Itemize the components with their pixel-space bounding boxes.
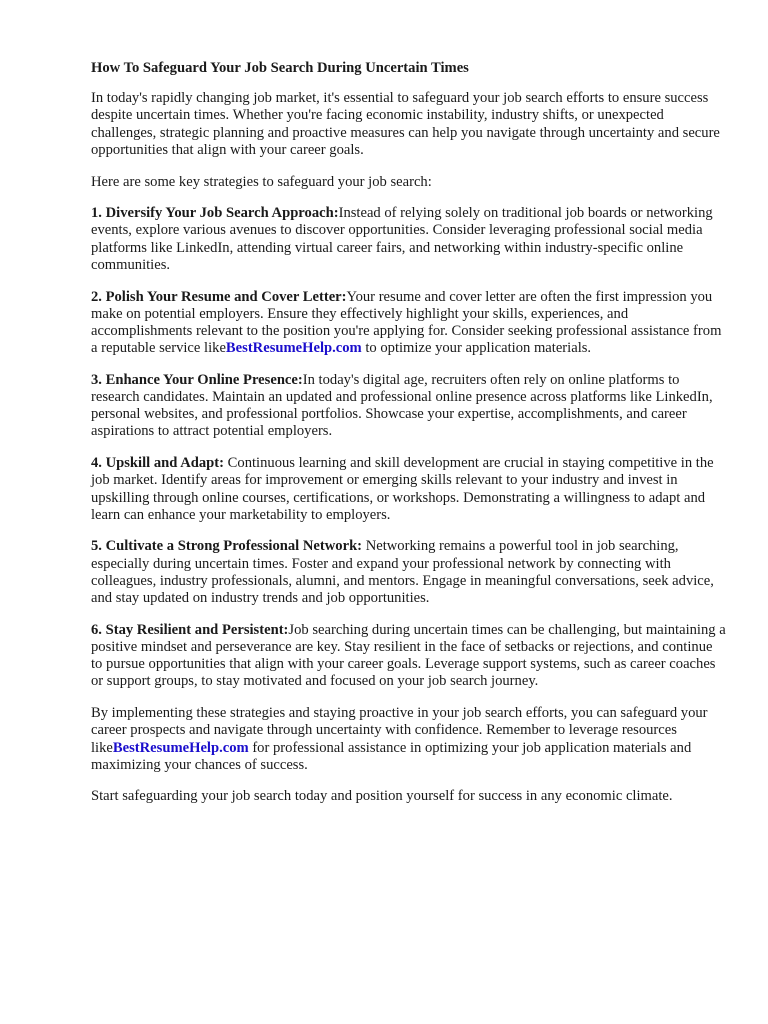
strategy-1-heading: 1. Diversify Your Job Search Approach:	[91, 205, 339, 222]
lead-in-paragraph: Here are some key strategies to safeguard your job search:	[91, 173, 432, 190]
strategy-4-heading: 4. Upskill and Adapt:	[91, 455, 225, 472]
strategy-2-heading: 2. Polish Your Resume and Cover Letter:	[91, 288, 347, 305]
best-resume-help-link-conclusion[interactable]: BestResumeHelp.com	[112, 739, 249, 756]
strategy-2-text-after: to optimize your application materials.	[361, 340, 592, 357]
strategy-1	[91, 205, 727, 274]
strategy-6	[91, 622, 727, 691]
strategy-5	[91, 538, 727, 607]
document-page	[91, 60, 727, 820]
best-resume-help-link[interactable]: BestResumeHelp.com	[225, 340, 362, 357]
strategy-4-text: Continuous learning and skill development are crucial in staying competitive in the job market. Identify areas for improvement or emerging skills relevant to your industry and invest in upskilling through online courses, certifications, or workshops. Demonstrating a willingness to adapt and learn can enhance your marketability to employers.	[91, 455, 714, 523]
strategy-3	[91, 372, 727, 441]
strategy-5-heading: 5. Cultivate a Strong Professional Network:	[91, 538, 363, 555]
strategy-4	[91, 455, 727, 524]
strategy-3-text: In today's digital age, recruiters often rely on online platforms to research candidates. Maintain an updated and professional online presence across platforms like LinkedIn, personal websites, and professional portfolios. Showcase your expertise, accomplishments, and career aspirations to attract potential employers.	[91, 371, 713, 440]
strategy-3-heading: 3. Enhance Your Online Presence:	[91, 371, 303, 388]
document-title: How To Safeguard Your Job Search During Uncertain Times	[91, 60, 469, 76]
intro-paragraph: In today's rapidly changing job market, it's essential to safeguard your job search efforts to ensure success despite uncertain times. Whether you're facing economic instability, industry shifts, or unexpected challenges, strategic planning and proactive measures can help you navigate through uncertainty and secure opportunities that align with your career goals.	[91, 90, 720, 158]
strategy-6-heading: 6. Stay Resilient and Persistent:	[91, 621, 289, 638]
strategy-5-text: Networking remains a powerful tool in job searching, especially during uncertain times. Foster and expand your professional network by connecting with colleagues, industry professionals, alumni, and mentors. Engage in meaningful conversations, seek advice, and stay updated on industry trends and job opportunities.	[91, 538, 714, 607]
conclusion-text-after: for professional assistance in optimizing your job application materials and maximizing your chances of success.	[91, 739, 692, 773]
strategy-6-text: Job searching during uncertain times can be challenging, but maintaining a positive mindset and perseverance are key. Stay resilient in the face of setbacks or rejections, and continue to pursue opportunities that align with your career goals. Leverage support systems, such as career coaches or support groups, to stay motivated and focused on your job search journey.	[91, 621, 726, 690]
strategy-2-text-before: Your resume and cover letter are often the first impression you make on potential employers. Ensure they effectively highlight your skills, experiences, and accomplishments relevant to the position you're applying for. Consider seeking professional assistance from a reputable service like	[91, 288, 722, 357]
conclusion-text-before: By implementing these strategies and staying proactive in your job search efforts, you can safeguard your career prospects and navigate through uncertainty with confidence. Remember to leverage resources like	[91, 705, 708, 756]
strategy-2	[91, 289, 727, 358]
strategy-1-text: Instead of relying solely on traditional job boards or networking events, explore various avenues to discover opportunities. Consider leveraging professional social media platforms like LinkedIn, attending virtual career fairs, and networking within industry-specific online communities.	[91, 205, 713, 273]
conclusion-paragraph	[91, 705, 727, 774]
closing-paragraph: Start safeguarding your job search today and position yourself for success in any economic climate.	[91, 788, 673, 805]
